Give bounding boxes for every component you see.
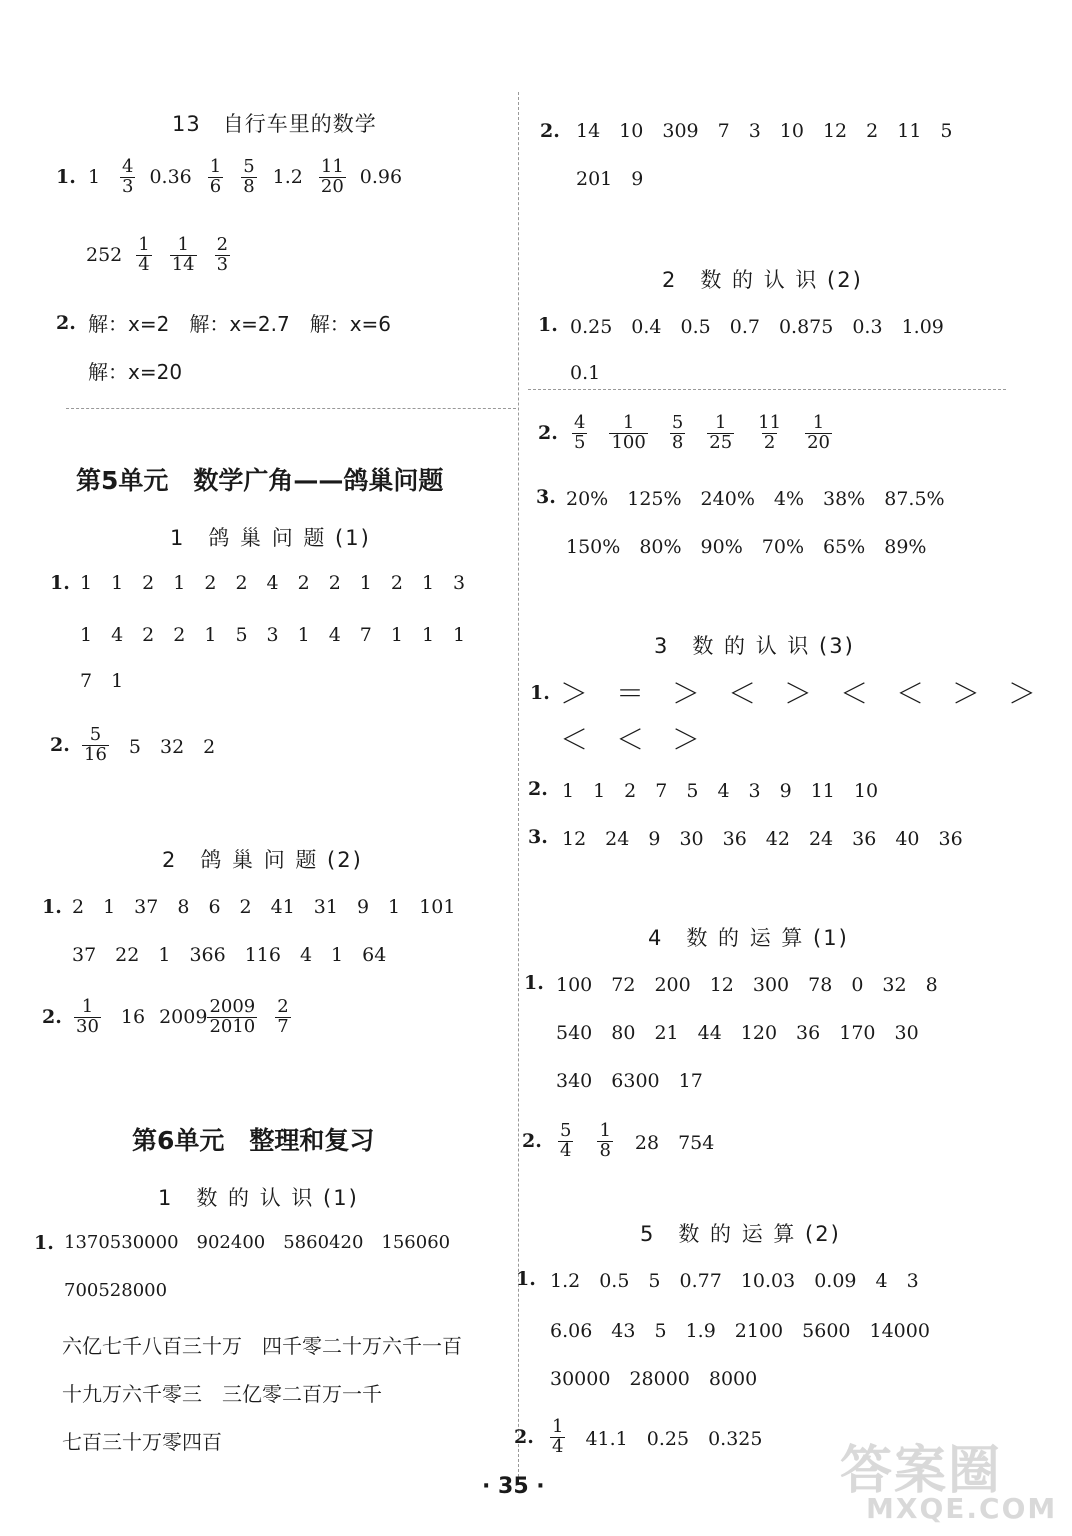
question-number: 3. (528, 826, 548, 848)
watermark-logo (840, 1428, 1058, 1528)
answer-line: 1370530000 902400 5860420 156060 (64, 1232, 451, 1253)
answer-row (538, 414, 836, 453)
answer-value: 16 (120, 1006, 146, 1029)
question-number: 1. (42, 896, 62, 918)
fraction: $\frac{11}{20}$ (320, 156, 344, 197)
answer-value: 1.2 (272, 166, 303, 189)
answer-value: 0.36 (149, 166, 192, 189)
answer-value: 5 32 2 (128, 735, 216, 758)
fraction: $\frac{1}{20}$ (807, 412, 830, 453)
answer-line: 14 10 309 7 3 10 12 2 11 5 (576, 120, 953, 142)
question-number: 2. (540, 120, 560, 142)
answer-value: 252 (86, 244, 123, 267)
watermark-url: MXQE.COM (866, 1492, 1058, 1525)
answer-row (86, 236, 234, 275)
answer-line: ＜ ＜ ＞ (560, 723, 701, 756)
answer-line: 1 1 2 1 2 2 4 2 2 1 2 1 3 (80, 572, 466, 594)
fraction: $\frac{5}{8}$ (671, 412, 684, 453)
answer-line: 201 9 (576, 168, 644, 190)
question-number: 1. (538, 314, 558, 336)
question-number: 1. (34, 1232, 54, 1254)
section-title: 1 鸽 巢 问 题 (1) (170, 526, 371, 550)
fraction: $\frac{2009}{2010}$ (209, 996, 256, 1037)
fraction: $\frac{11}{2}$ (758, 412, 782, 453)
section-divider-left (66, 408, 516, 409)
section-title: 4 数 的 运 算 (1) (648, 926, 849, 950)
answer-row (50, 726, 215, 765)
question-number: 2. (522, 1130, 542, 1153)
answer-line: 解：x=20 (88, 360, 183, 384)
answer-line: 540 80 21 44 120 36 170 30 (556, 1022, 919, 1044)
question-number: 1. (50, 572, 70, 594)
fraction: $\frac{1}{30}$ (76, 996, 99, 1037)
answer-value: 2009 (159, 1006, 208, 1029)
fraction: $\frac{1}{6}$ (209, 156, 222, 197)
question-number: 2. (538, 422, 558, 445)
fraction: $\frac{4}{5}$ (574, 412, 586, 453)
question-number: 3. (536, 486, 556, 508)
answer-line: 340 6300 17 (556, 1070, 703, 1092)
section-title-13: 13 自行车里的数学 (172, 112, 377, 136)
answer-row (522, 1122, 714, 1161)
answer-line: 6.06 43 5 1.9 2100 5600 14000 (550, 1320, 930, 1342)
answer-row (514, 1418, 762, 1457)
question-number: 1. (56, 166, 76, 189)
answer-line: 1 1 2 7 5 4 3 9 11 10 (562, 780, 879, 802)
answer-line: 七百三十万零四百 (62, 1430, 222, 1454)
answer-line: ＞ ＝ ＞ ＜ ＞ ＜ ＜ ＞ ＞ (560, 677, 1037, 710)
unit-title-5: 第5单元 数学广角——鸽巢问题 (76, 466, 444, 495)
answer-value: 41.1 0.25 0.325 (585, 1427, 763, 1450)
answer-line: 7 1 (80, 670, 124, 692)
answer-value: 28 754 (634, 1131, 715, 1154)
answer-line: 150% 80% 90% 70% 65% 89% (566, 536, 927, 558)
fraction: $\frac{1}{25}$ (709, 412, 733, 453)
answer-value: 1 (88, 166, 101, 189)
answer-line: 1.2 0.5 5 0.77 10.03 0.09 4 3 (550, 1270, 919, 1292)
fraction: $\frac{5}{4}$ (560, 1120, 572, 1161)
watermark-text: 答案圈 (840, 1441, 1003, 1501)
question-number: 1. (530, 682, 550, 704)
fraction: $\frac{1}{8}$ (599, 1120, 611, 1161)
answer-line: 2 1 37 8 6 2 41 31 9 1 101 (72, 896, 456, 918)
answer-line: 37 22 1 366 116 4 1 64 (72, 944, 387, 966)
fraction: $\frac{1}{4}$ (552, 1416, 564, 1457)
question-number: 2. (42, 1006, 62, 1029)
answer-line: 12 24 9 30 36 42 24 36 40 36 (562, 828, 963, 850)
answer-row (56, 158, 402, 197)
question-number: 2. (50, 734, 70, 757)
answer-line: 20% 125% 240% 4% 38% 87.5% (566, 488, 945, 510)
answer-line: 0.1 (570, 362, 601, 384)
answer-line: 100 72 200 12 300 78 0 32 8 (556, 974, 938, 996)
fraction: $\frac{5}{8}$ (243, 156, 255, 197)
question-number: 2. (56, 312, 76, 334)
section-title: 1 数 的 认 识 (1) (158, 1186, 359, 1210)
fraction: $\frac{1}{100}$ (611, 412, 646, 453)
section-title: 2 鸽 巢 问 题 (2) (162, 848, 363, 872)
question-number: 1. (516, 1268, 536, 1290)
answer-line: 700528000 (64, 1280, 168, 1301)
answer-line: 0.25 0.4 0.5 0.7 0.875 0.3 1.09 (570, 316, 944, 338)
question-number: 2. (514, 1426, 534, 1449)
answer-line: 六亿七千八百三十万 四千零二十万六千一百 (62, 1334, 462, 1358)
fraction: $\frac{1}{14}$ (171, 234, 195, 275)
fraction: $\frac{2}{3}$ (216, 234, 229, 275)
answer-line: 1 4 2 2 1 5 3 1 4 7 1 1 1 (80, 624, 466, 646)
answer-line: 30000 28000 8000 (550, 1368, 758, 1390)
answer-value: 0.96 (359, 166, 403, 189)
unit-title-6: 第6单元 整理和复习 (132, 1126, 375, 1155)
page-number: · 35 · (482, 1474, 545, 1499)
fraction: $\frac{2}{7}$ (277, 996, 289, 1037)
fraction: $\frac{5}{16}$ (84, 724, 107, 765)
section-title: 5 数 的 运 算 (2) (640, 1222, 841, 1246)
fraction: $\frac{4}{3}$ (122, 156, 134, 197)
section-title: 3 数 的 认 识 (3) (654, 634, 855, 658)
question-number: 2. (528, 778, 548, 800)
section-title: 2 数 的 认 识 (2) (662, 268, 863, 292)
question-number: 1. (524, 972, 544, 994)
answer-line: 十九万六千零三 三亿零二百万一千 (62, 1382, 382, 1406)
fraction: $\frac{1}{4}$ (138, 234, 150, 275)
answer-row (42, 998, 295, 1037)
answer-line: 解：x=2 解：x=2.7 解：x=6 (88, 312, 392, 336)
section-divider-right (528, 389, 1006, 390)
